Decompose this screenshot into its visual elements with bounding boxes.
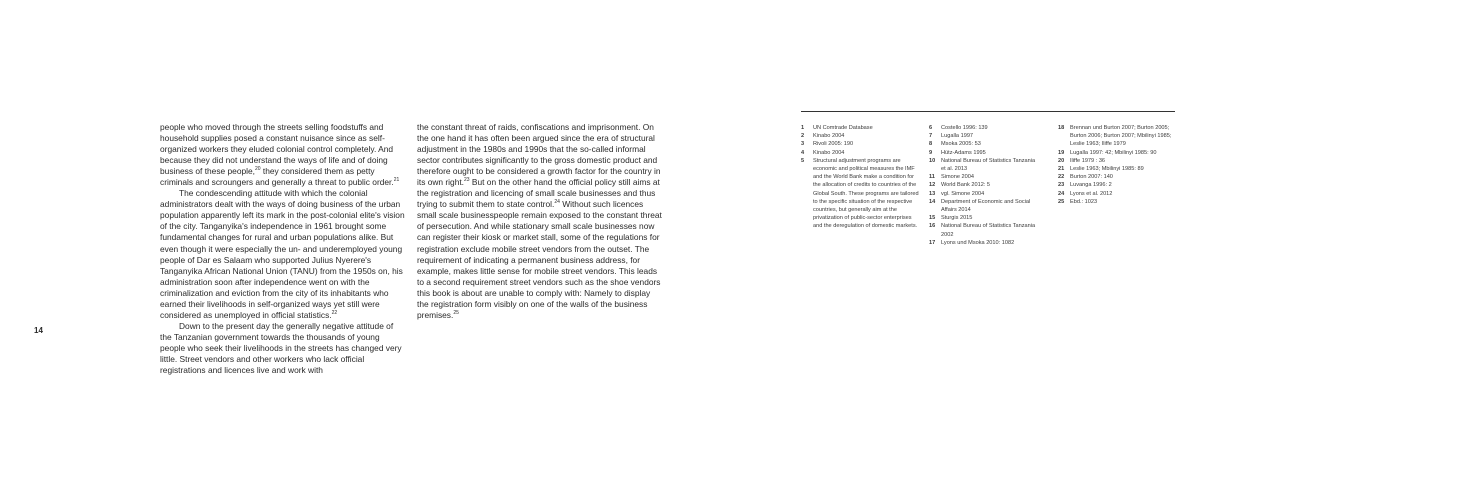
footnote-ref[interactable]: 20 [254, 166, 261, 173]
footnote-ref[interactable]: 21 [393, 177, 400, 184]
footnote: 13 vgl. Simone 2004 [929, 190, 985, 197]
footnote-ref[interactable]: 25 [453, 310, 459, 316]
footnote: 6 Costello 1996: 139 [929, 125, 988, 131]
footnote: 20 Iliffe 1979 : 36 [1058, 157, 1106, 164]
paragraph: the constant threat of raids, confiscations and imprisonment. On the one hand it has often been argued since the era of structural adjustment in the 1980s and 1990s that the so-called informal sector contributes significantly to the gross domestic product and therefore ought to be considered a growth factor for the country in its own right.$^{23}$ But on the other hand the official policy still aims at the registration and licencing of small scale businesses and thus trying to submit them to state control.$^{24}$ Without such licences small scale businesspeople remain exposed to the constant threat of persecution. And while stationary small scale businesses now can register their kiosk or market stall, some of the regulations for registration exclude mobile street vendors from the outset. The requirement of indicating a permanent business address, for example, makes little sense for mobile street vendors. This leads to a second requirement street vendors such as the shoe vendors this book is about are unable to comply with: Namely to display the registration form visibly on one of the walls of the business premises.$^{25}$ [417, 122, 662, 320]
footnote: 19 Lugalla 1997: 42; Mbilinyi 1985: 90 [1058, 149, 1157, 156]
footnote: 22 Burton 2007: 140 [1058, 174, 1113, 181]
body-column-left [160, 122, 406, 376]
footnote: 1 UN Comtrade Database [801, 125, 873, 131]
footnote: 11 Simone 2004 [929, 174, 974, 181]
footnote: 21 Leslie 1963; Mbilinyi 1985: 89 [1058, 166, 1144, 173]
footnote: 3 Rivoli 2005: 190 [801, 141, 854, 148]
footnote: 7 Lugalla 1997 [929, 133, 974, 140]
footnote: 4 Kinabo 2004 [801, 149, 845, 156]
footnote-ref[interactable]: 23 [464, 177, 470, 184]
footnote: 14 Department of Economic and Social Affairs 2014 [929, 198, 1031, 214]
footnote: 24 Lyons et al. 2012 [1058, 190, 1113, 197]
paragraph: Down to the present day the generally negative attitude of the Tanzanian government towards the thousands of young people who seek their livelihoods in the streets has changed very little. Street vendors and other workers who lack official registrations and licences live and work with [160, 320, 402, 376]
footnote: 15 Sturgis 2015 [929, 215, 973, 222]
footnote-ref[interactable]: 22 [331, 310, 338, 316]
footnote: 10 National Bureau of Statistics Tanzania et al. 2013 [929, 157, 1036, 173]
body-column-right [417, 122, 663, 321]
footnotes-column-2 [929, 124, 1041, 247]
footnote: 2 Kinabo 2004 [801, 133, 845, 140]
footnote: 16 National Bureau of Statistics Tanzania 2002 [929, 223, 1036, 238]
footnote: 25 Ebd.: 1023 [1058, 198, 1098, 205]
footnotes-column-1 [801, 124, 921, 231]
footnote: 9 Hütz-Adams 1995 [929, 149, 986, 156]
footnote: 8 Msoka 2005: 53 [929, 141, 981, 148]
page-number: 14 [34, 326, 43, 335]
footnotes-column-3 [1058, 124, 1176, 206]
footnote: 5 Structural adjustment programs are economic and political measures the IMF and the World Bank make a condition for the allocation of credits to countries of the Global South. These programs are tailored to the specific situation of the respective countries, but generally aim at the privatization of public-sector enterprises and the deregulation of domestic markets. [801, 157, 919, 230]
footnote: 23 Luvanga 1996: 2 [1058, 182, 1112, 189]
paragraph: people who moved through the streets selling foodstuffs and household supplies posed a constant nuisance since as self-organized workers they eluded colonial control completely. And because they did not understand the ways of life and of doing business of these people,$^{20}$ they considered them as petty criminals and scroungers and generally a threat to public order.$^{21}$ [160, 122, 400, 188]
footnote-divider [801, 111, 1175, 112]
footnote: 18 Brennan und Burton 2007; Burton 2005; Burton 2006; Burton 2007; Mbilinyi 1985; Leslie 1963; Iliffe 1979 [1058, 125, 1172, 148]
footnote: 17 Lyons und Msoka 2010: 1082 [929, 239, 1015, 246]
footnote: 12 World Bank 2012: 5 [929, 182, 991, 189]
footnote-ref[interactable]: 24 [554, 199, 560, 206]
paragraph: The condescending attitude with which the colonial administrators dealt with the ways of doing business of the urban population apparently left its mark in the post-colonial elite's vision of the city. Tanganyika's independence in 1961 brought some fundamental changes for rural and urban populations alike. But even though it were especially the un- and underemployed young people of Dar es Salaam who supported Julius Nyerere's Tanganyika African National Union (TANU) from the 1950s on, his administration soon after independence went on with the criminalization and eviction from the city of its inhabitants who earned their livelihoods in self-organized ways yet still were considered as unemployed in official statistics.$^{22}$ [160, 188, 405, 320]
